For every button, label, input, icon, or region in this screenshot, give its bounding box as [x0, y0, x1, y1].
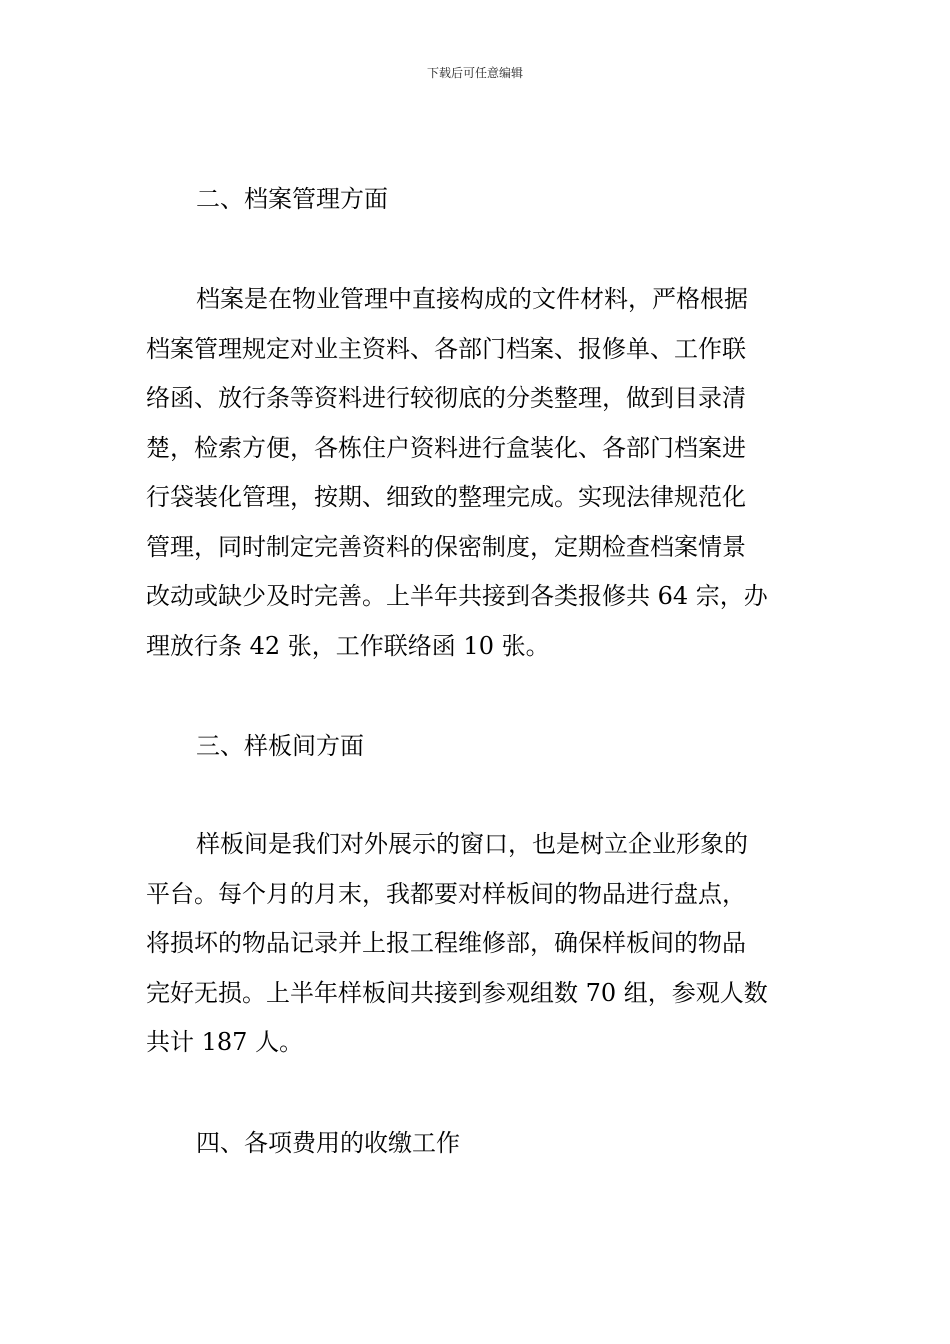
paragraph-line: 完好无损。上半年样板间共接到参观组数 70 组，参观人数: [146, 978, 768, 1007]
paragraph-line: 楚，检索方便，各栋住户资料进行盒装化、各部门档案进: [146, 433, 746, 462]
paragraph-line: 行袋装化管理，按期、细致的整理完成。实现法律规范化: [146, 483, 746, 511]
paragraph-archive: [146, 275, 808, 671]
paragraph-line: 档案是在物业管理中直接构成的文件材料，严格根据: [196, 285, 748, 313]
paragraph-line: 改动或缺少及时完善。上半年共接到各类报修共 64 宗，办: [146, 582, 768, 610]
paragraph-line: 络函、放行条等资料进行较彻底的分类整理，做到目录清: [146, 384, 746, 412]
section-heading-archive: 二、档案管理方面: [196, 185, 388, 213]
paragraph-line: 将损坏的物品记录并上报工程维修部，确保样板间的物品: [146, 929, 746, 957]
paragraph-line: 理放行条 42 张，工作联络函 10 张。: [146, 631, 550, 660]
paragraph-line: 样板间是我们对外展示的窗口，也是树立企业形象的: [196, 830, 748, 858]
section-heading-fees: 四、各项费用的收缴工作: [196, 1129, 460, 1157]
paragraph-line: 共计 187 人。: [146, 1028, 304, 1056]
section-heading-showroom: 三、样板间方面: [196, 732, 364, 760]
paragraph-line: 档案管理规定对业主资料、各部门档案、报修单、工作联: [146, 334, 746, 363]
paragraph-line: 管理，同时制定完善资料的保密制度，定期检查档案情景: [146, 532, 746, 561]
paragraph-showroom: [146, 820, 808, 1068]
page-header: 下载后可任意编辑: [426, 66, 523, 80]
paragraph-line: 平台。每个月的月末，我都要对样板间的物品进行盘点，: [146, 879, 746, 908]
